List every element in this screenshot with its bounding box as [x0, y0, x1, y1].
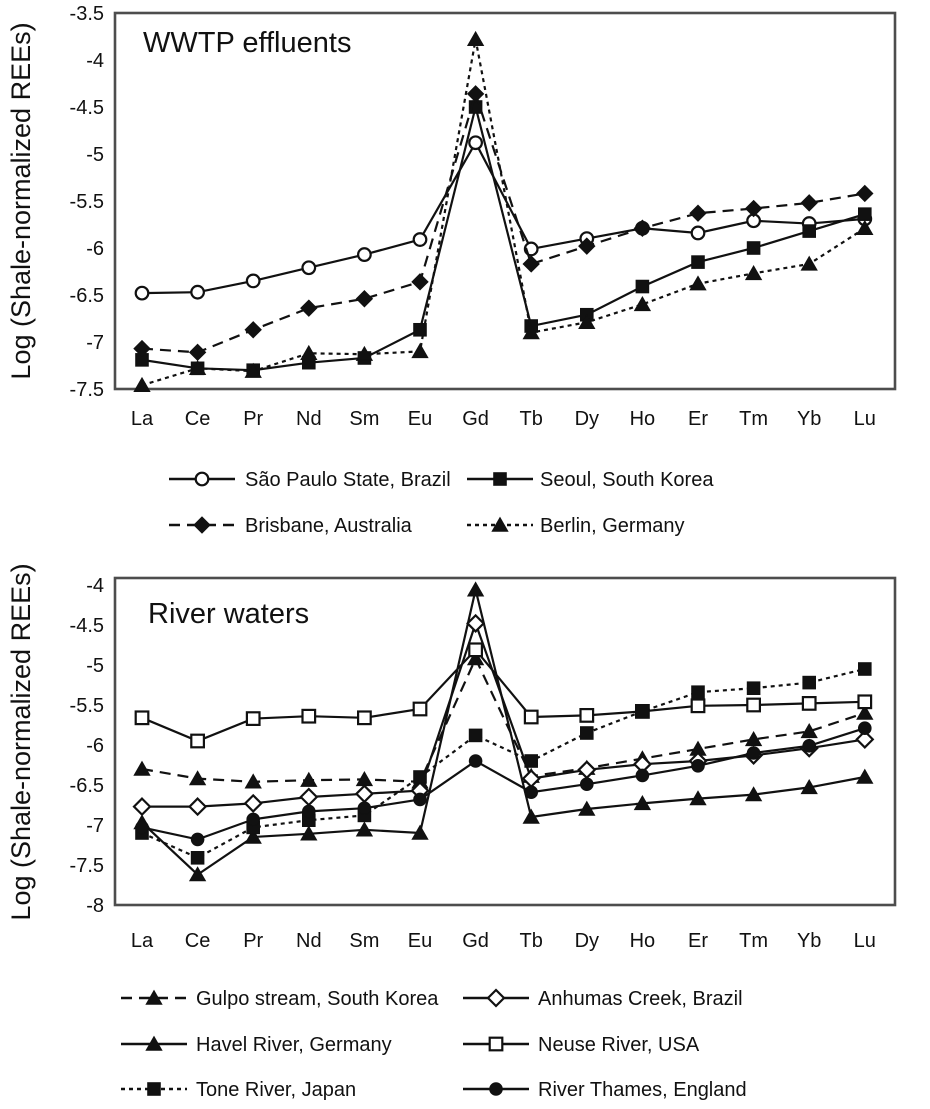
square-open-marker: [247, 712, 260, 725]
y-axis-title-river: Log (Shale-normalized REEs): [6, 563, 36, 921]
x-tick-label-nd: Nd: [296, 408, 322, 430]
legend-label: Neuse River, USA: [538, 1034, 700, 1056]
panel-wwtp-effluents: [70, 3, 895, 537]
legend-item-brisbane-australia: [169, 515, 413, 537]
square-filled-marker: [747, 682, 760, 695]
x-tick-label-ho: Ho: [629, 930, 656, 952]
triangle-filled-marker: [468, 582, 484, 596]
diamond-open-marker: [190, 799, 206, 815]
y-tick-label: -7: [86, 815, 104, 837]
square-open-marker: [803, 697, 816, 710]
legend-label: Anhumas Creek, Brazil: [538, 988, 743, 1010]
triangle-filled-marker: [412, 344, 428, 358]
x-tick-label-er: Er: [688, 408, 708, 430]
legend-item-neuse-river-usa: [463, 1034, 700, 1056]
legend-item-seoul-south-korea: [467, 469, 714, 491]
y-tick-label: -6.5: [69, 285, 104, 307]
circle-open-marker: [196, 473, 209, 486]
x-tick-label-tm: Tm: [739, 408, 769, 430]
circle-filled-marker: [358, 802, 371, 815]
circle-filled-marker: [490, 1083, 503, 1096]
triangle-filled-marker: [746, 266, 762, 280]
y-tick-label: -6: [86, 735, 104, 757]
circle-open-marker: [191, 286, 204, 299]
y-axis-title-wwtp: Log (Shale-normalized REEs): [6, 22, 36, 380]
legend-label: Gulpo stream, South Korea: [196, 988, 439, 1010]
circle-open-marker: [247, 275, 260, 288]
x-tick-label-sm: Sm: [349, 930, 380, 952]
series-river-thames-england: [136, 722, 871, 846]
x-tick-label-dy: Dy: [574, 930, 600, 952]
series-gulpo-stream-south-korea: [134, 651, 872, 788]
square-open-marker: [358, 712, 371, 725]
square-open-marker: [303, 710, 316, 723]
y-tick-label: -5.5: [69, 695, 104, 717]
circle-filled-marker: [303, 805, 316, 818]
square-filled-marker: [636, 705, 649, 718]
diamond-filled-marker: [746, 201, 762, 217]
circle-filled-marker: [692, 760, 705, 773]
circle-filled-marker: [136, 821, 149, 834]
square-filled-marker: [747, 242, 760, 255]
legend-item-havel-river-germany: [121, 1034, 392, 1056]
series-brisbane-australia: [134, 86, 873, 361]
diamond-open-marker: [488, 990, 504, 1006]
square-filled-marker: [494, 473, 507, 486]
triangle-filled-marker: [690, 276, 706, 290]
panel-river-waters: [70, 575, 895, 1101]
diamond-filled-marker: [690, 205, 706, 221]
square-open-marker: [581, 709, 594, 722]
circle-filled-marker: [247, 813, 260, 826]
y-tick-label: -4.5: [69, 97, 104, 119]
square-open-marker: [747, 699, 760, 712]
legend-item-river-thames-england: [463, 1079, 747, 1101]
y-tick-label: -5: [86, 144, 104, 166]
legend-wwtp-effluents: [169, 469, 714, 537]
y-tick-label: -4: [86, 50, 104, 72]
diamond-filled-marker: [412, 274, 428, 290]
circle-open-marker: [414, 233, 427, 246]
square-filled-marker: [636, 280, 649, 293]
square-filled-marker: [859, 663, 872, 676]
diamond-open-marker: [301, 789, 317, 805]
square-filled-marker: [803, 676, 816, 689]
circle-filled-marker: [803, 740, 816, 753]
y-tick-label: -6.5: [69, 775, 104, 797]
circle-filled-marker: [636, 769, 649, 782]
diamond-filled-marker: [194, 517, 210, 533]
x-tick-label-nd: Nd: [296, 930, 322, 952]
square-open-marker: [136, 712, 149, 725]
series-seoul-south-korea: [136, 101, 871, 377]
x-tick-label-pr: Pr: [243, 930, 264, 952]
plots-layer: [70, 3, 895, 1101]
x-tick-label-ho: Ho: [629, 408, 656, 430]
y-tick-label: -3.5: [69, 3, 104, 25]
square-open-marker: [191, 735, 204, 748]
diamond-filled-marker: [523, 256, 539, 272]
y-tick-label: -7.5: [69, 379, 104, 401]
x-tick-label-eu: Eu: [407, 408, 433, 430]
x-tick-label-la: La: [130, 408, 154, 430]
square-filled-marker: [859, 208, 872, 221]
circle-filled-marker: [414, 793, 427, 806]
legend-item-gulpo-stream-south-korea: [121, 988, 439, 1010]
x-tick-label-lu: Lu: [853, 408, 876, 430]
circle-filled-marker: [469, 755, 482, 768]
square-filled-marker: [148, 1083, 161, 1096]
x-tick-label-lu: Lu: [853, 930, 876, 952]
diamond-filled-marker: [356, 291, 372, 307]
circle-open-marker: [469, 136, 482, 149]
x-tick-label-gd: Gd: [462, 408, 489, 430]
triangle-filled-marker: [134, 378, 150, 392]
y-tick-label: -7: [86, 332, 104, 354]
triangle-filled-marker: [801, 257, 817, 271]
square-filled-marker: [191, 852, 204, 865]
series-tone-river-japan: [136, 663, 871, 864]
y-tick-label: -7.5: [69, 855, 104, 877]
x-tick-label-pr: Pr: [243, 408, 264, 430]
x-tick-label-tm: Tm: [739, 930, 769, 952]
legend-item-tone-river-japan: [121, 1079, 356, 1101]
diamond-open-marker: [245, 795, 261, 811]
diamond-filled-marker: [857, 185, 873, 201]
x-tick-label-yb: Yb: [796, 930, 822, 952]
x-tick-label-ce: Ce: [184, 930, 211, 952]
legend-label: Brisbane, Australia: [245, 515, 412, 537]
circle-open-marker: [303, 261, 316, 274]
circle-filled-marker: [525, 786, 538, 799]
square-filled-marker: [692, 686, 705, 699]
y-tick-label: -6: [86, 238, 104, 260]
legend-item-s-o-paulo-state-brazil: [169, 469, 451, 491]
x-tick-label-gd: Gd: [462, 930, 489, 952]
x-tick-label-la: La: [130, 930, 154, 952]
square-filled-marker: [692, 256, 705, 269]
x-tick-label-yb: Yb: [796, 408, 822, 430]
diamond-open-marker: [579, 762, 595, 778]
x-tick-label-dy: Dy: [574, 408, 600, 430]
panel-title-river: River waters: [148, 598, 310, 630]
square-filled-marker: [469, 729, 482, 742]
square-open-marker: [490, 1038, 503, 1051]
circle-open-marker: [692, 227, 705, 240]
series-neuse-river-usa: [136, 644, 871, 748]
y-tick-label: -4: [86, 575, 104, 597]
square-open-marker: [525, 711, 538, 724]
panel-title-wwtp: WWTP effluents: [143, 27, 352, 59]
y-tick-label: -5: [86, 655, 104, 677]
series-berlin-germany: [134, 32, 872, 392]
diamond-filled-marker: [801, 195, 817, 211]
triangle-filled-marker: [857, 770, 873, 784]
diamond-filled-marker: [245, 322, 261, 338]
legend-label: Berlin, Germany: [540, 515, 685, 537]
triangle-filled-marker: [134, 762, 150, 776]
triangle-filled-marker: [801, 724, 817, 738]
legend-label: River Thames, England: [538, 1079, 747, 1101]
triangle-filled-marker: [635, 297, 651, 311]
y-tick-label: -5.5: [69, 191, 104, 213]
legend-label: Seoul, South Korea: [540, 469, 714, 491]
legend-item-berlin-germany: [467, 515, 685, 537]
square-open-marker: [414, 703, 427, 716]
diamond-filled-marker: [301, 300, 317, 316]
circle-open-marker: [136, 287, 149, 300]
triangle-filled-marker: [468, 32, 484, 46]
square-open-marker: [692, 700, 705, 713]
y-tick-label: -8: [86, 895, 104, 917]
diamond-open-marker: [356, 786, 372, 802]
square-filled-marker: [414, 771, 427, 784]
series-line: [142, 650, 865, 741]
x-tick-label-tb: Tb: [519, 930, 543, 952]
circle-open-marker: [358, 248, 371, 261]
x-tick-label-ce: Ce: [184, 408, 211, 430]
x-tick-label-eu: Eu: [407, 930, 433, 952]
diamond-open-marker: [523, 771, 539, 787]
circle-filled-marker: [581, 778, 594, 791]
circle-filled-marker: [747, 747, 760, 760]
square-filled-marker: [581, 727, 594, 740]
legend-label: São Paulo State, Brazil: [245, 469, 451, 491]
square-open-marker: [469, 644, 482, 657]
x-tick-label-tb: Tb: [519, 408, 543, 430]
diamond-filled-marker: [190, 344, 206, 360]
legend-label: Tone River, Japan: [196, 1079, 357, 1101]
legend-label: Havel River, Germany: [196, 1034, 392, 1056]
square-filled-marker: [803, 225, 816, 238]
circle-filled-marker: [191, 833, 204, 846]
diamond-filled-marker: [468, 86, 484, 102]
y-tick-label: -4.5: [69, 615, 104, 637]
diamond-filled-marker: [634, 220, 650, 236]
x-tick-label-sm: Sm: [349, 408, 380, 430]
legend-river-waters: [121, 988, 747, 1101]
legend-item-anhumas-creek-brazil: [463, 988, 743, 1010]
diamond-open-marker: [134, 799, 150, 815]
square-filled-marker: [525, 755, 538, 768]
circle-filled-marker: [859, 722, 872, 735]
x-tick-label-er: Er: [688, 930, 708, 952]
square-open-marker: [859, 696, 872, 709]
